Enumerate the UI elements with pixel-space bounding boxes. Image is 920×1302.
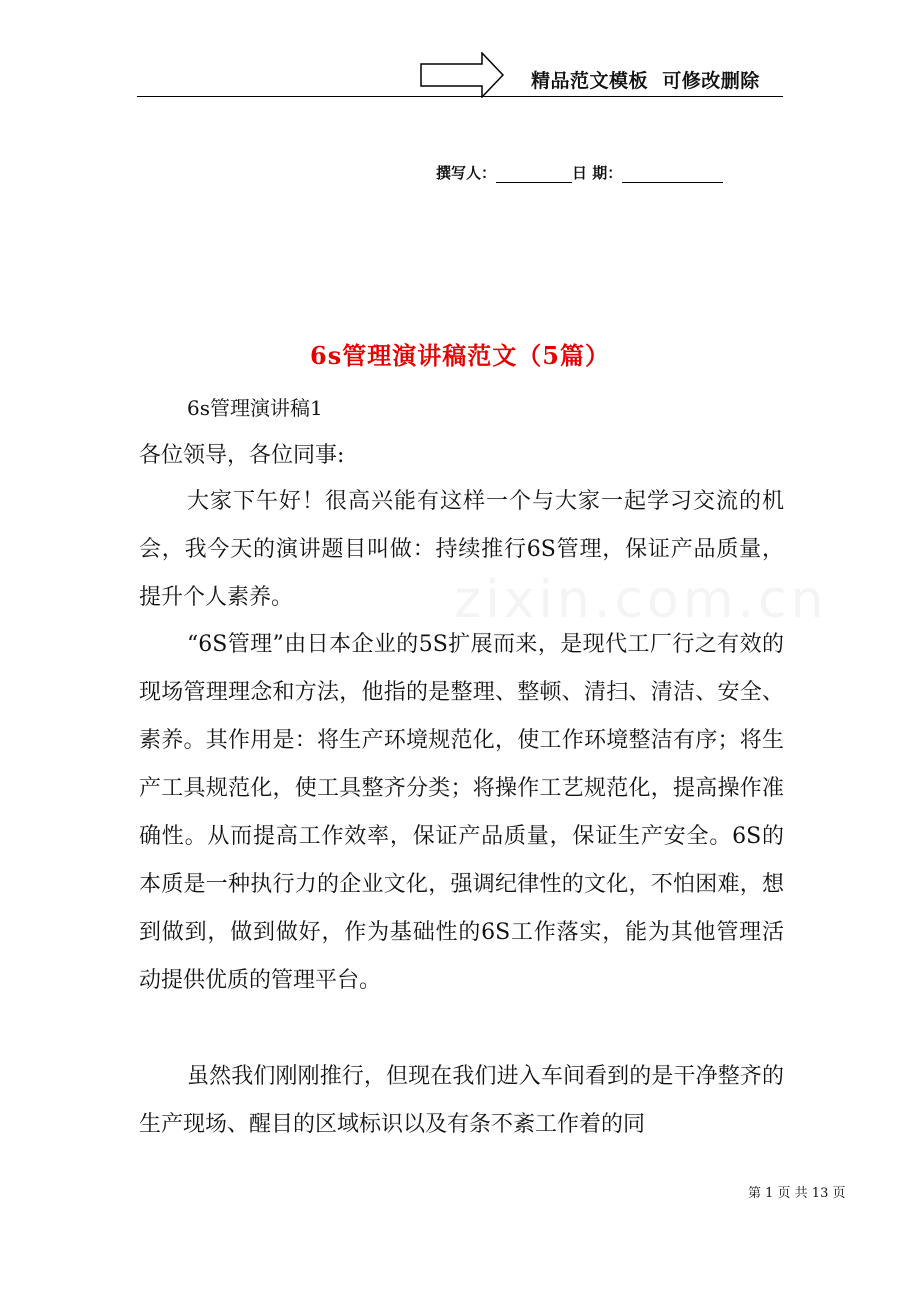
paragraph-2: “6S管理”由日本企业的5S扩展而来，是现代工厂行之有效的现场管理理念和方法，他指的是整理、整顿、清扫、清洁、安全、素养。其作用是：将生产环境规范化，使工作环境整洁有序；将生产工具规范化，使工具整齐分类；将操作工艺规范化，提高操作准确性。从而提高工作效率，保证产品质量，保证生产安全。6S的本质是一种执行力的企业文化，强调纪律性的文化，不怕困难，想到做到，做到做好，作为基础性的6S工作落实，能为其他管理活动提供优质的管理平台。 [139,632,784,993]
author-date-row [436,162,723,183]
header-divider [137,96,783,97]
page-footer: 第 1 页 共 13 页 [748,1186,846,1201]
document-title: 6s管理演讲稿范文（5篇） [310,341,610,370]
section-subtitle: 6s管理演讲稿1 [187,396,323,420]
arrow-icon [420,52,504,98]
author-blank [496,164,572,183]
date-label: 日 期： [572,164,623,182]
greeting: 各位领导，各位同事: [139,443,345,468]
paragraph-3: 虽然我们刚刚推行，但现在我们进入车间看到的是干净整齐的生产现场、醒目的区域标识以及有条不紊工作着的同 [139,1064,784,1137]
header-banner: 精品范文模板 可修改删除 [531,70,760,92]
paragraph-1: 大家下午好！很高兴能有这样一个与大家一起学习交流的机会，我今天的演讲题目叫做：持续推行6S管理，保证产品质量，提升个人素养。 [139,489,784,610]
author-label: 撰写人： [436,164,497,182]
date-blank [622,164,723,183]
